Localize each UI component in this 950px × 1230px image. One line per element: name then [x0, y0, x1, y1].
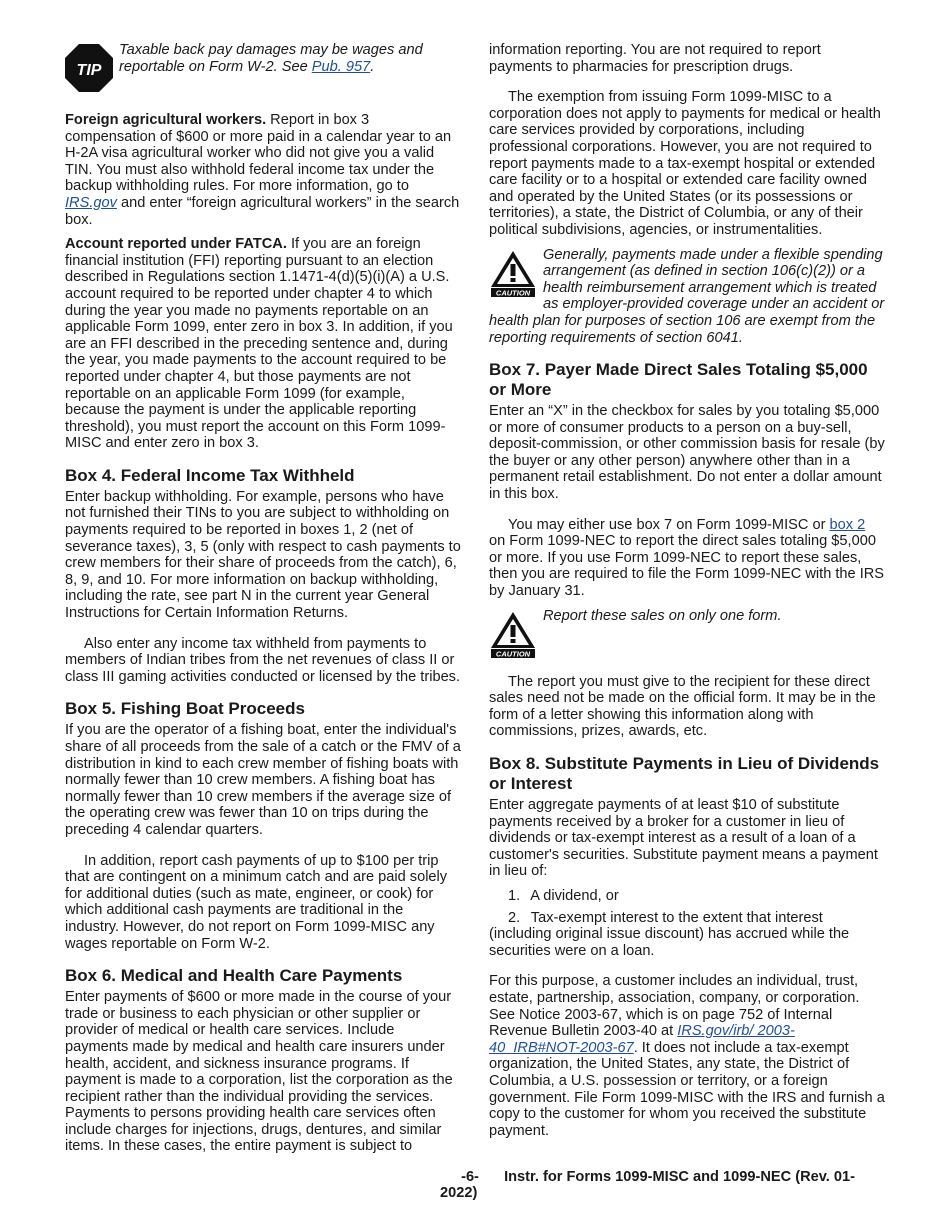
- page-footer: [440, 1169, 886, 1201]
- box4-heading: Box 4. Federal Income Tax Withheld: [65, 465, 355, 485]
- irs-gov-link[interactable]: IRS.gov: [65, 194, 117, 211]
- tip-icon-label: TIP: [76, 62, 102, 79]
- fatca-paragraph: [65, 236, 461, 452]
- caution-text-2: Report these sales on only one form.: [543, 607, 782, 624]
- foreign-ag-paragraph: [65, 112, 461, 228]
- tip-note: [65, 42, 461, 98]
- box8-paragraph-1: Enter aggregate payments of at least $10 of substitute payments received by a broker for a customer in lieu of dividends or tax-exempt interest as a result of a loan of a customer's securities. Substitute payment means a payment in lieu of:: [489, 797, 878, 880]
- foreign-ag-text2: and enter “foreign agricultural workers” in the search box.: [65, 194, 460, 228]
- list-item-text: Tax-exempt interest to the extent that interest (including original issue discount) has accrued while the securities were on a loan.: [489, 909, 850, 959]
- exemption-paragraph: The exemption from issuing Form 1099-MISC to a corporation does not apply to payments for medical or health care services provided by corporations, including professional corporations. However, you are not required to report payments made to a tax-exempt hospital or extended care facility or to a hospital or extended care facility owned and operated by the United States (or its possessions or territories), a state, the District of Columbia, or any of their political subdivisions, agencies, or instrumentalities.: [489, 89, 881, 238]
- tip-icon: [65, 44, 113, 92]
- irs-irb-link[interactable]: IRS.gov/irb/ 2003-40_IRB#NOT-2003-67: [489, 1023, 795, 1056]
- box8-p2-start: For this purpose, a customer includes an individual, trust, estate, partnership, association, company, or corporation. See Notice 2003-67, which is on page 752 of Internal Revenue Bulletin 2003-40 at: [489, 973, 860, 1040]
- caution-note-2: [489, 608, 885, 666]
- box6-paragraph-1: Enter payments of $600 or more made in the course of your trade or business to each physician or other supplier or provider of medical or health care services. Include payments made by medical and health care insurers under health, accident, and sickness insurance programs. If payment is made to a corporation, list the corporation as the recipient rather than the individual providing the services. Payments to persons providing health care services often include charges for injections, drugs, dentures, and similar items. In these cases, the entire payment is subject to: [65, 989, 453, 1155]
- box8-heading: Box 8. Substitute Payments in Lieu of Dividends or Interest: [489, 754, 880, 793]
- box7-paragraph-1: Enter an “X” in the checkbox for sales by you totaling $5,000 or more of consumer products to a person on a buy-sell, deposit-commission, or other commission basis for resale (by the buyer or any other person) anywhere other than in a permanent retail establishment. Do not enter a dollar amount in this box.: [489, 403, 885, 503]
- tip-end: .: [370, 58, 375, 75]
- box6-heading: Box 6. Medical and Health Care Payments: [65, 966, 403, 986]
- box7-heading: Box 7. Payer Made Direct Sales Totaling $5,000 or More: [489, 360, 868, 400]
- box7-paragraph-3: The report you must give to the recipient for these direct sales need not be made on the official form. It may be in the form of a letter showing this information along with commissions, prizes, awards, etc.: [489, 673, 876, 740]
- box4-paragraph-1: Enter backup withholding. For example, persons who have not furnished their TINs to you are subject to withholding on payments required to be reported in boxes 1, 2 (net of severance taxes), 3, 5 (only with respect to cash payments to crew members for their share of proceeds from the catch), 6, 8, 9, and 10. For more information on backup withholding, including the rate, see part N in the current year General Instructions for Certain Information Returns.: [65, 488, 461, 622]
- caution-text-1: Generally, payments made under a flexible spending arrangement (as defined in section 106(c)(2)) or a health reimbursement arrangement which is treated as employer-provided coverage under an accident or health plan for purposes of section 106 are exempt from the reporting requirements of section 6041.: [489, 246, 885, 346]
- caution-icon: [489, 610, 537, 658]
- list-item-number: 1.: [508, 887, 521, 904]
- fatca-text: If you are an foreign financial institution (FFI) reporting pursuant to an election described in Regulations section 1.1471-4(d)(5)(i)(A) a U.S. account required to be reported under chapter 4 to which during the year you made no payments reportable on an applicable Form 1099, enter zero in box 3. In addition, if you are an FFI described in the preceding sentence and, during the year, you made payments to the account required to be reported under chapter 4, but those payments are not reportable on an applicable Form 1099 (for example, because the payment is under the applicable reporting threshold), you must report the account on this Form 1099-MISC and enter zero in box 3.: [65, 236, 453, 452]
- left-column: [65, 42, 461, 1163]
- box8-p2-end: . It does not include a tax-exempt organization, the United States, any state, the District of Columbia, a U.S. possession or territory, or a foreign government. File Form 1099-MISC with the IRS and furnish a copy to the customer for whom you received the substitute payment.: [489, 1039, 885, 1139]
- box8-paragraph-2: [489, 973, 885, 1139]
- foreign-ag-text1: Report in box 3 compensation of $600 or more paid in a calendar year to an H-2A visa agricultural worker who did not give you a valid TIN. You must also withhold federal income tax under the backup withholding rules. For more information, go to: [65, 112, 452, 195]
- caution-icon-label: CAUTION: [495, 288, 531, 297]
- box5-heading: Box 5. Fishing Boat Proceeds: [65, 699, 305, 719]
- list-item: [489, 888, 885, 905]
- footer-title: Instr. for Forms 1099-MISC and 1099-NEC (Rev. 01-2022): [440, 1169, 855, 1201]
- right-column: [489, 42, 885, 1147]
- box4-paragraph-2: Also enter any income tax withheld from payments to members of Indian tribes from the net revenues of class II or class III gaming activities conducted or licensed by the tribes.: [65, 635, 461, 685]
- foreign-ag-title: Foreign agricultural workers.: [65, 112, 267, 128]
- continued-paragraph: information reporting. You are not required to report payments to pharmacies for prescription drugs.: [489, 42, 821, 75]
- box5-paragraph-2: In addition, report cash payments of up to $100 per trip that are contingent on a minimum catch and are paid solely for additional duties (such as mate, engineer, or cook) for which additional cash payments are traditional in the industry. However, do not report on Form 1099-MISC any wages reportable on Form W-2.: [65, 852, 448, 952]
- box8-list: [489, 888, 885, 959]
- caution-icon: [489, 249, 537, 297]
- box5-paragraph-1: If you are the operator of a fishing boat, enter the individual's share of all proceeds from the sale of a catch or the FMV of a distribution in kind to each crew member of fishing boats with normally fewer than 10 crew members. A fishing boat has normally fewer than 10 crew members if the average size of the operating crew was fewer than 10 on trips during the preceding 4 calendar quarters.: [65, 722, 461, 838]
- tip-text: Taxable back pay damages may be wages and reportable on Form W-2. See: [119, 42, 423, 75]
- fatca-title: Account reported under FATCA.: [65, 236, 287, 253]
- page-number: -6-: [461, 1169, 479, 1185]
- list-item-number: 2.: [508, 909, 521, 926]
- box7-paragraph-2: [489, 517, 885, 600]
- box-2-link[interactable]: box 2: [829, 516, 866, 533]
- list-item-text: A dividend, or: [530, 887, 619, 904]
- pub-957-link[interactable]: Pub. 957: [311, 58, 371, 75]
- caution-note-1: [489, 247, 885, 347]
- list-item: [489, 910, 885, 960]
- caution-icon-label: CAUTION: [495, 649, 531, 658]
- box7-p2-start: You may either use box 7 on Form 1099-MISC or: [508, 516, 830, 533]
- box7-p2-end: on Form 1099-NEC to report the direct sales totaling $5,000 or more. If you use Form 1099-NEC to report these sales, then you are required to file the Form 1099-NEC with the IRS by January 31.: [489, 533, 885, 600]
